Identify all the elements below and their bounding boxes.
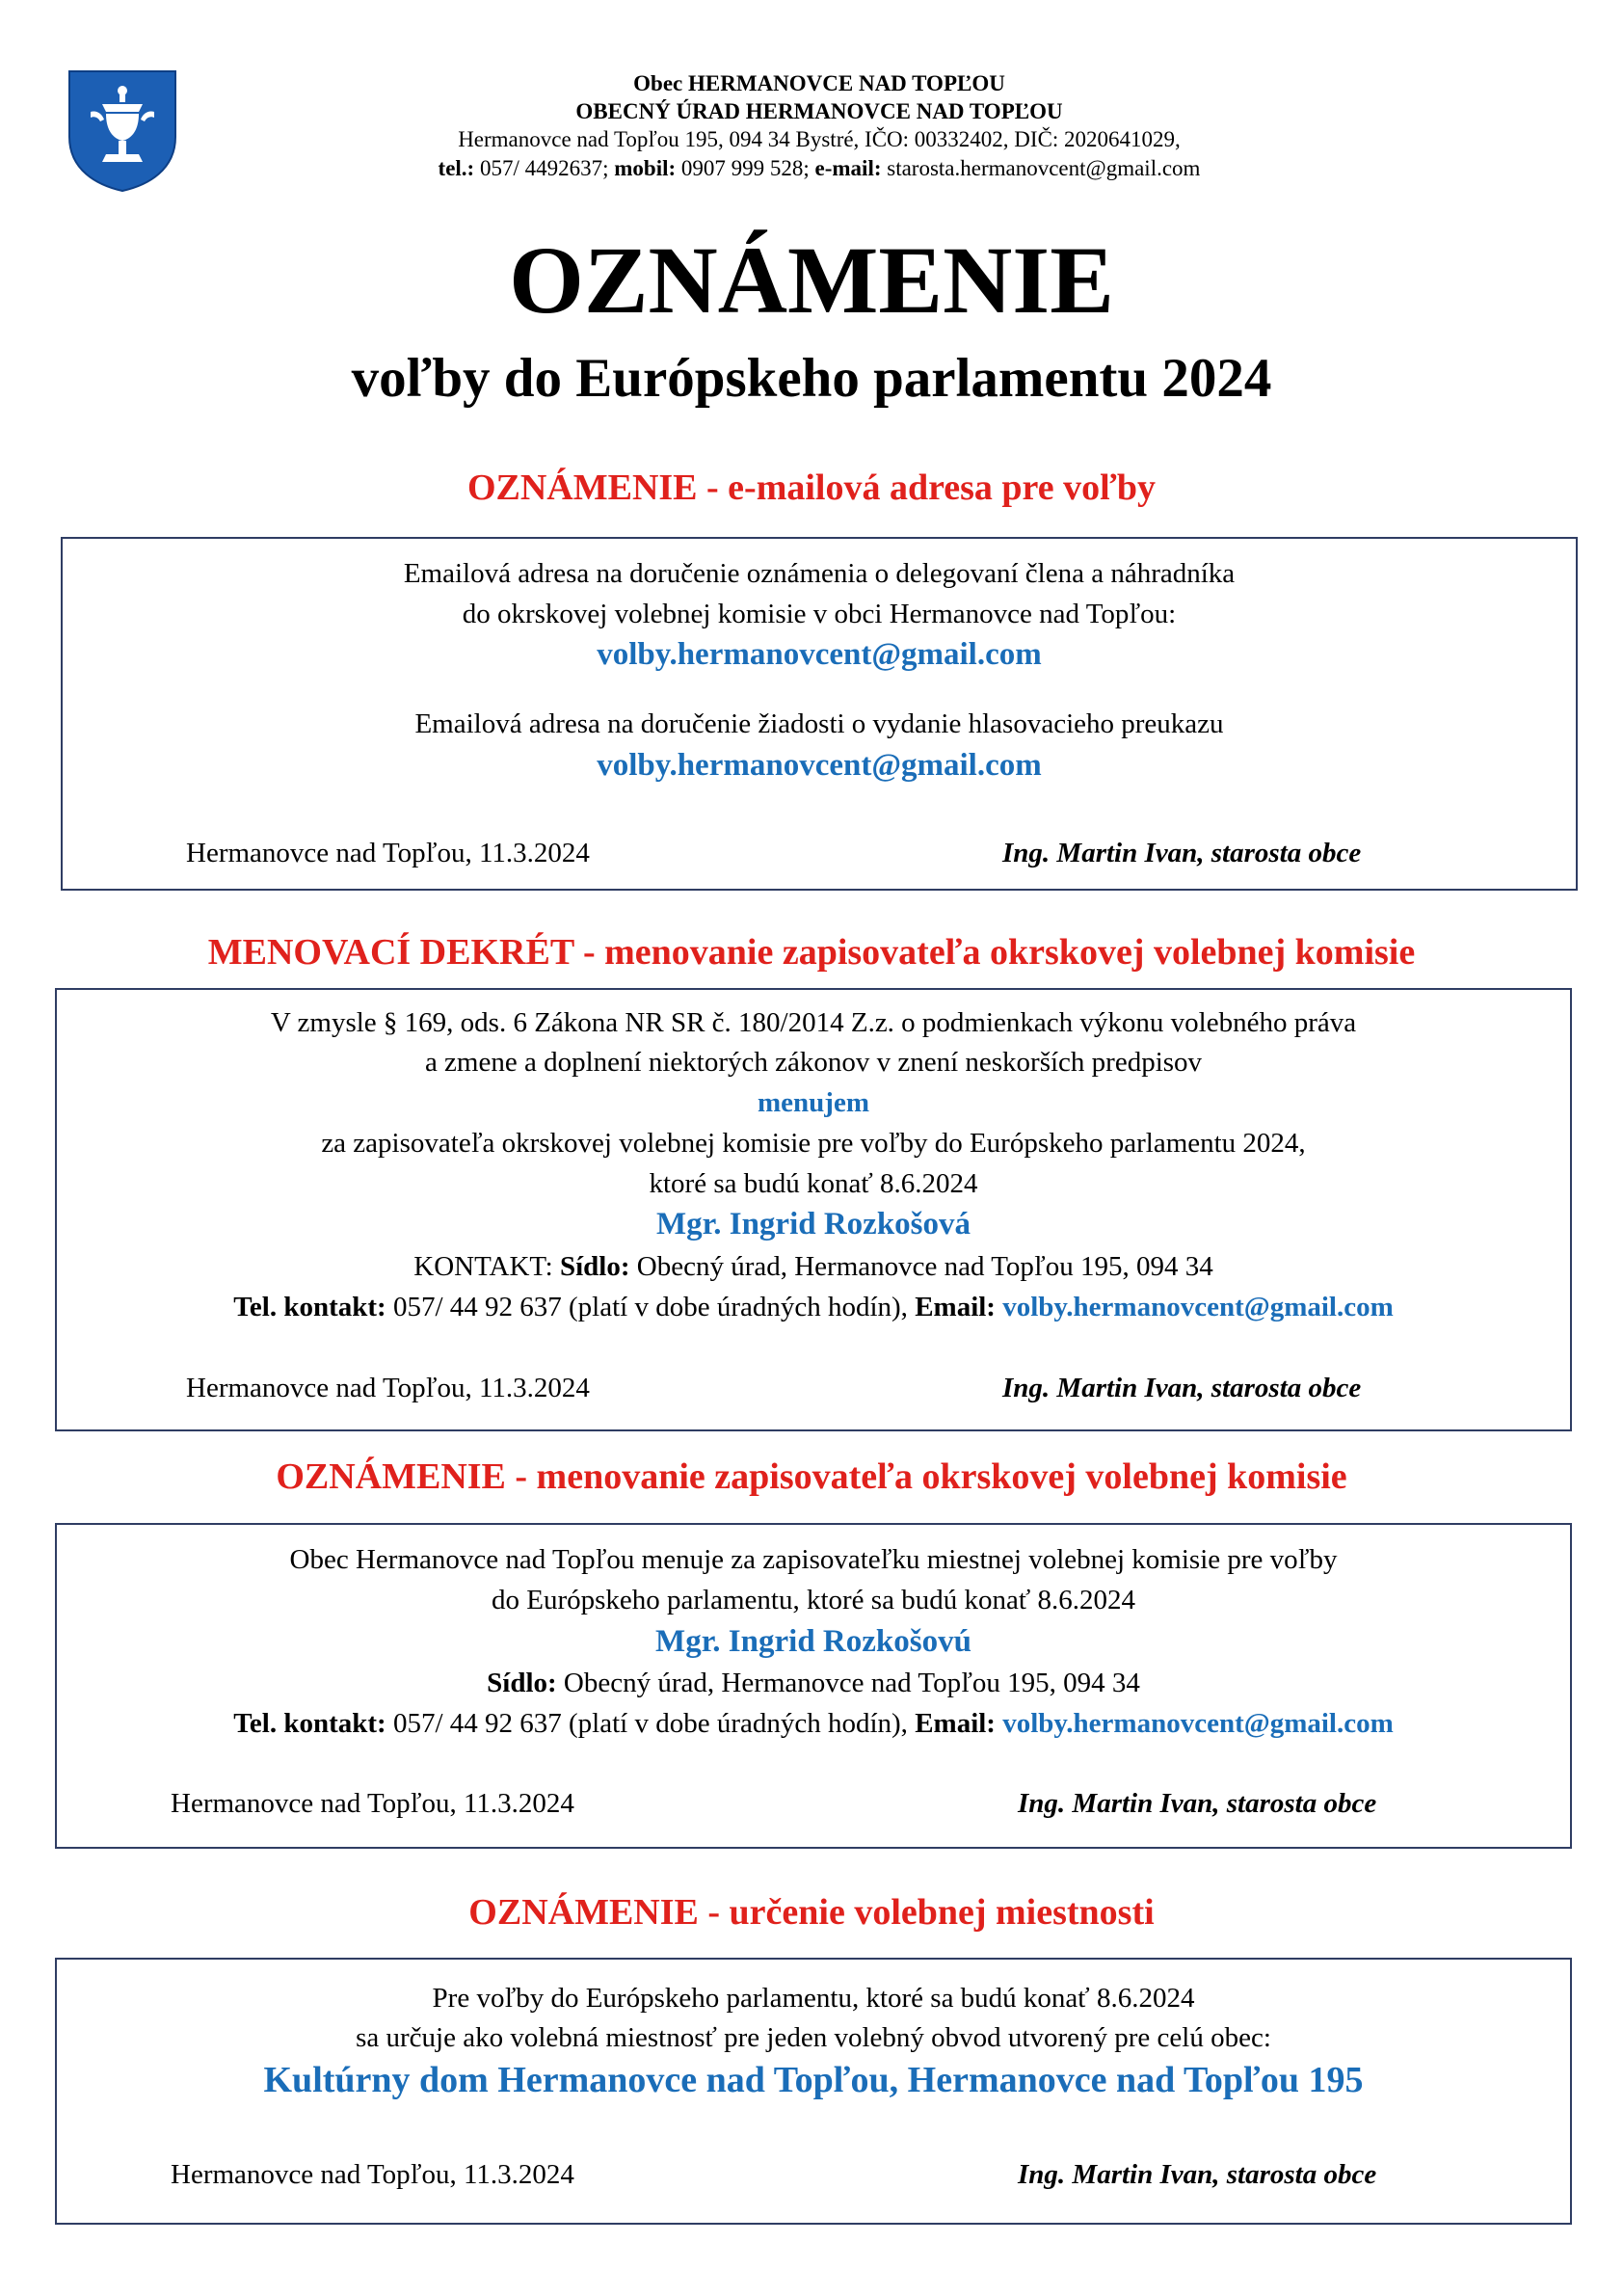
tel-value: 057/ 4492637;: [474, 156, 615, 180]
page-subtitle: voľby do Európskeho parlamentu 2024: [351, 348, 1272, 409]
signature: Ing. Martin Ivan, starosta obce: [1018, 1788, 1377, 1819]
header-office: OBECNÝ ÚRAD HERMANOVCE NAD TOPĽOU: [575, 99, 1063, 123]
notice-text: sa určuje ako volebná miestnosť pre jeden volebný obvod utvorený pre celú obec:: [356, 2022, 1271, 2053]
tel-value: 057/ 44 92 637 (platí v dobe úradných hodín),: [386, 1292, 916, 1322]
tel-value: 057/ 44 92 637 (platí v dobe úradných hodín),: [386, 1708, 916, 1739]
section-heading: OZNÁMENIE - určenie volebnej miestnosti: [468, 1892, 1155, 1933]
decree-text: V zmysle § 169, ods. 6 Zákona NR SR č. 180/2014 Z.z. o podmienkach výkonu volebného práva: [270, 1007, 1357, 1038]
notice-box: [61, 537, 1578, 891]
signature: Ing. Martin Ivan, starosta obce: [1002, 838, 1362, 868]
contact-line: [57, 1708, 1570, 1740]
mobil-value: 0907 999 528;: [676, 156, 815, 180]
signature: Ing. Martin Ivan, starosta obce: [1002, 1373, 1362, 1403]
municipal-coat-of-arms: [67, 69, 177, 193]
section-heading: OZNÁMENIE - e-mailová adresa pre voľby: [466, 467, 1157, 508]
email-label: Email:: [915, 1292, 996, 1322]
seat-label: Sídlo:: [559, 1251, 630, 1282]
notice-text: Obec Hermanovce nad Topľou menuje za zapisovateľku miestnej volebnej komisie pre voľby: [289, 1544, 1338, 1575]
appointee-name: Mgr. Ingrid Rozkošová: [655, 1207, 971, 1241]
contact-seat: [57, 1668, 1570, 1699]
email-link[interactable]: volby.hermanovcent@gmail.com: [995, 1708, 1394, 1739]
email-link[interactable]: volby.hermanovcent@gmail.com: [597, 748, 1042, 783]
contact-seat: [57, 1251, 1570, 1283]
tel-label: Tel. kontakt:: [233, 1292, 386, 1322]
header-address: Hermanovce nad Topľou 195, 094 34 Bystré, IČO: 00332402, DIČ: 2020641029,: [458, 127, 1181, 151]
notice-box: [55, 1958, 1572, 2225]
decree-text: a zmene a doplnení niektorých zákonov v znení neskorších predpisov: [424, 1047, 1203, 1078]
decree-text: ktoré sa budú konať 8.6.2024: [649, 1168, 978, 1199]
header-email[interactable]: starosta.hermanovcent@gmail.com: [881, 156, 1201, 180]
appointee-name: Mgr. Ingrid Rozkošovú: [655, 1624, 971, 1659]
page-title: OZNÁMENIE: [509, 227, 1114, 334]
notice-text: Pre voľby do Európskeho parlamentu, ktoré sa budú konať 8.6.2024: [432, 1983, 1195, 2014]
notice-text: do Európskeho parlamentu, ktoré sa budú konať 8.6.2024: [492, 1585, 1135, 1615]
decree-text: za zapisovateľa okrskovej volebnej komisie pre voľby do Európskeho parlamentu 2024,: [321, 1128, 1306, 1159]
tel-label: Tel. kontakt:: [233, 1708, 386, 1739]
place-date: Hermanovce nad Topľou, 11.3.2024: [171, 1788, 574, 1819]
header-contacts: [318, 156, 1320, 181]
header-municipality: Obec HERMANOVCE NAD TOPĽOU: [633, 71, 1005, 95]
email-label: Email:: [915, 1708, 996, 1739]
seat-value: Obecný úrad, Hermanovce nad Topľou 195, 094 34: [556, 1668, 1140, 1698]
email-link[interactable]: volby.hermanovcent@gmail.com: [995, 1292, 1394, 1322]
place-date: Hermanovce nad Topľou, 11.3.2024: [186, 838, 590, 868]
section-heading: MENOVACÍ DEKRÉT - menovanie zapisovateľa okrskovej volebnej komisie: [207, 932, 1416, 973]
seat-value: Obecný úrad, Hermanovce nad Topľou 195, 094 34: [629, 1251, 1213, 1282]
mobil-label: mobil:: [614, 156, 677, 180]
place-date: Hermanovce nad Topľou, 11.3.2024: [186, 1373, 590, 1403]
notice-text: do okrskovej volebnej komisie v obci Hermanovce nad Topľou:: [462, 599, 1177, 629]
place-date: Hermanovce nad Topľou, 11.3.2024: [171, 2159, 574, 2190]
tel-label: tel.:: [438, 156, 475, 180]
contact-line: [57, 1292, 1570, 1323]
notice-text: Emailová adresa na doručenie oznámenia o delegovaní člena a náhradníka: [403, 558, 1236, 589]
polling-venue: Kultúrny dom Hermanovce nad Topľou, Hermanovce nad Topľou 195: [263, 2060, 1364, 2100]
decree-box: [55, 988, 1572, 1431]
appoint-word: menujem: [758, 1087, 869, 1118]
notice-box: [55, 1523, 1572, 1849]
notice-text: Emailová adresa na doručenie žiadosti o vydanie hlasovacieho preukazu: [414, 708, 1224, 739]
section-heading: OZNÁMENIE - menovanie zapisovateľa okrskovej volebnej komisie: [276, 1456, 1347, 1497]
contact-prefix: KONTAKT:: [413, 1251, 560, 1282]
seat-label: Sídlo:: [487, 1668, 557, 1698]
signature: Ing. Martin Ivan, starosta obce: [1018, 2159, 1377, 2190]
email-label: e-mail:: [814, 156, 882, 180]
email-link[interactable]: volby.hermanovcent@gmail.com: [597, 637, 1042, 672]
